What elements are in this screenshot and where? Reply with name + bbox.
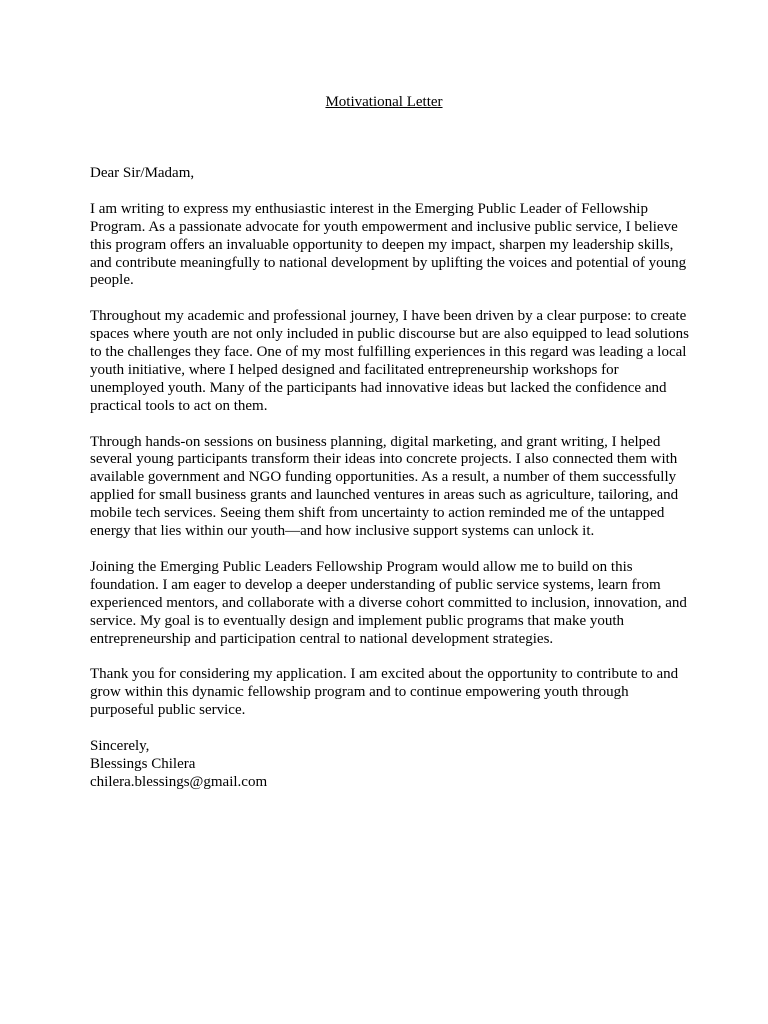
signature-name: Blessings Chilera xyxy=(90,755,196,772)
paragraph-sessions: Through hands-on sessions on business planning, digital marketing, and grant writing, I helped several young participants transform their ideas into concrete projects. I also connected them with available government and NGO funding opportunities. As a result, a number of them successfully applied for small business grants and launched ventures in areas such as agriculture, tailoring, and mobile tech services. Seeing them shift from uncertainty to action reminded me of the untapped energy that lies within our youth—and how inclusive support systems can unlock it. xyxy=(90,433,679,540)
paragraph-goals: Joining the Emerging Public Leaders Fellowship Program would allow me to build on this foundation. I am eager to develop a deeper understanding of public service systems, learn from experienced mentors, and collaborate with a diverse cohort committed to inclusion, innovation, and service. My goal is to eventually design and implement public programs that make youth entrepreneurship and participation central to national development strategies. xyxy=(90,558,687,647)
paragraph-intro: I am writing to express my enthusiastic interest in the Emerging Public Leader of Fellowship Program. As a passionate advocate for youth empowerment and inclusive public service, I believe this program offers an invaluable opportunity to deepen my impact, sharpen my leadership skills, and contribute meaningfully to national development by uplifting the voices and potential of young people. xyxy=(90,200,687,289)
letter-title: Motivational Letter xyxy=(325,94,443,110)
salutation: Dear Sir/Madam, xyxy=(90,165,195,181)
closing: Sincerely, xyxy=(90,737,150,754)
signature-email: chilera.blessings@gmail.com xyxy=(90,773,268,790)
paragraph-journey: Throughout my academic and professional journey, I have been driven by a clear purpose: to create spaces where youth are not only included in public discourse but are also equipped to lead solutions to the challenges they face. One of my most fulfilling experiences in this regard was leading a local youth initiative, where I helped designed and facilitated entrepreneurship workshops for unemployed youth. Many of the participants had innovative ideas but lacked the confidence and practical tools to act on them. xyxy=(90,308,690,414)
signature-block xyxy=(90,738,690,792)
paragraph-thanks: Thank you for considering my application. I am excited about the opportunity to contribute to and grow within this dynamic fellowship program and to continue empowering youth through purposeful public service. xyxy=(90,666,679,719)
letter-body xyxy=(90,165,690,810)
